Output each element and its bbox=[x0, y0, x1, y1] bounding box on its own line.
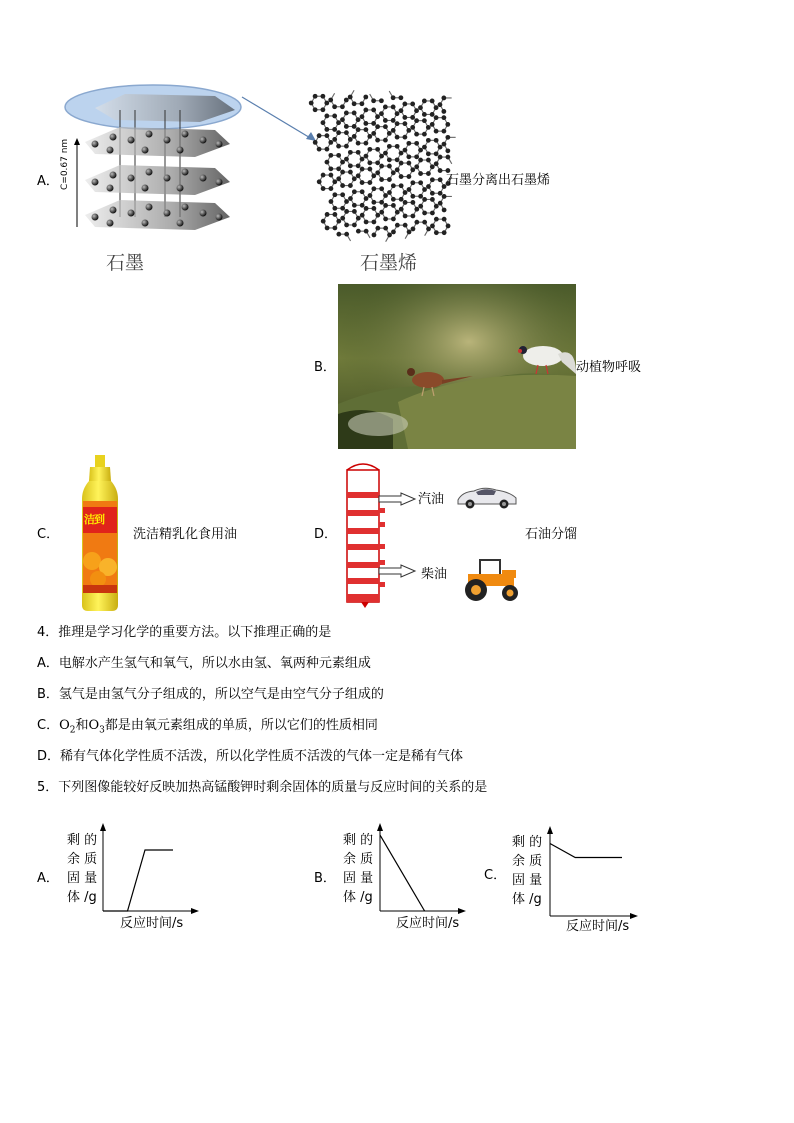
q5-graph-a-xlabel: 反应时间/s bbox=[120, 916, 184, 931]
q5-graph-b-ylabel: 剩 的 余 质 固 量 体 /g bbox=[343, 833, 374, 905]
q4-stem: 4．推理是学习化学的重要方法。以下推理正确的是 bbox=[37, 625, 332, 640]
option-c-letter: C． bbox=[37, 527, 60, 542]
q4-option-c-and: 和 bbox=[75, 718, 89, 733]
q4-option-b-letter: B． bbox=[37, 687, 59, 702]
gasoline-label: 汽油 bbox=[418, 492, 445, 507]
q4-option-c-letter: C． bbox=[37, 718, 60, 733]
q5-graph-c-curve bbox=[550, 844, 622, 858]
q4-option-a-text: 电解水产生氢气和氧气，所以水由氢、氧两种元素组成 bbox=[58, 656, 371, 671]
q5-graph-c-ylabel: 剩 的 余 质 固 量 体 /g bbox=[512, 835, 543, 907]
graphene-caption: 石墨烯 bbox=[360, 252, 418, 274]
graphite-caption: 石墨 bbox=[106, 252, 145, 274]
formula-o3: $O_3$ bbox=[88, 718, 105, 736]
q4-option-b-text: 氢气是由氢气分子组成的，所以空气是由空气分子组成的 bbox=[58, 687, 384, 702]
car-icon bbox=[456, 484, 518, 510]
detergent-bottle-image bbox=[78, 455, 122, 613]
birds-photo bbox=[338, 284, 576, 449]
option-d-description: 石油分馏 bbox=[525, 527, 578, 542]
q4-option-c bbox=[37, 718, 378, 739]
q4-option-a-letter: A． bbox=[37, 656, 59, 671]
q5-graph-b-xlabel: 反应时间/s bbox=[396, 916, 460, 931]
option-b-description: 动植物呼吸 bbox=[576, 360, 642, 375]
option-a-letter: A． bbox=[37, 174, 59, 189]
q5-graph-a-ylabel: 剩 的 余 质 固 量 体 /g bbox=[67, 833, 98, 905]
q5-stem: 5．下列图像能较好反映加热高锰酸钾时剩余固体的质量与反应时间的关系的是 bbox=[37, 780, 488, 795]
bottle-brand-text: 洁到 bbox=[84, 513, 104, 526]
q4-option-d-text: 稀有气体化学性质不活泼，所以化学性质不活泼的气体一定是稀有气体 bbox=[60, 749, 464, 764]
diesel-label: 柴油 bbox=[421, 567, 448, 582]
tractor-icon bbox=[458, 556, 524, 602]
q5-graph-a bbox=[103, 823, 203, 918]
q5-graph-b bbox=[380, 823, 470, 918]
q5-graph-c-letter: C． bbox=[484, 868, 507, 883]
q5-graph-a-letter: A． bbox=[37, 871, 59, 886]
q4-option-c-text: 都是由氧元素组成的单质，所以它们的性质相同 bbox=[104, 718, 378, 733]
option-d-letter: D． bbox=[314, 527, 338, 542]
q4-option-d bbox=[37, 749, 463, 765]
interlayer-distance-label: C=0.67 nm bbox=[60, 138, 70, 190]
option-c-description: 洗洁精乳化食用油 bbox=[133, 527, 238, 542]
q4-option-b bbox=[37, 687, 384, 703]
q5-graph-c bbox=[550, 826, 642, 921]
fractionating-column-diagram bbox=[343, 462, 423, 608]
graphite-structure-image bbox=[65, 82, 250, 232]
q5-graph-a-curve bbox=[103, 850, 173, 911]
option-a-description: 石墨分离出石墨烯 bbox=[446, 173, 551, 188]
q4-option-d-letter: D． bbox=[37, 749, 61, 764]
graphene-structure-image bbox=[305, 95, 450, 235]
q5-graph-b-letter: B． bbox=[314, 871, 336, 886]
option-b-letter: B． bbox=[314, 360, 336, 375]
q4-option-a bbox=[37, 656, 371, 672]
q5-graph-c-xlabel: 反应时间/s bbox=[566, 919, 630, 934]
formula-o2: $O_2$ bbox=[59, 718, 76, 736]
q5-graph-b-curve bbox=[380, 835, 425, 911]
